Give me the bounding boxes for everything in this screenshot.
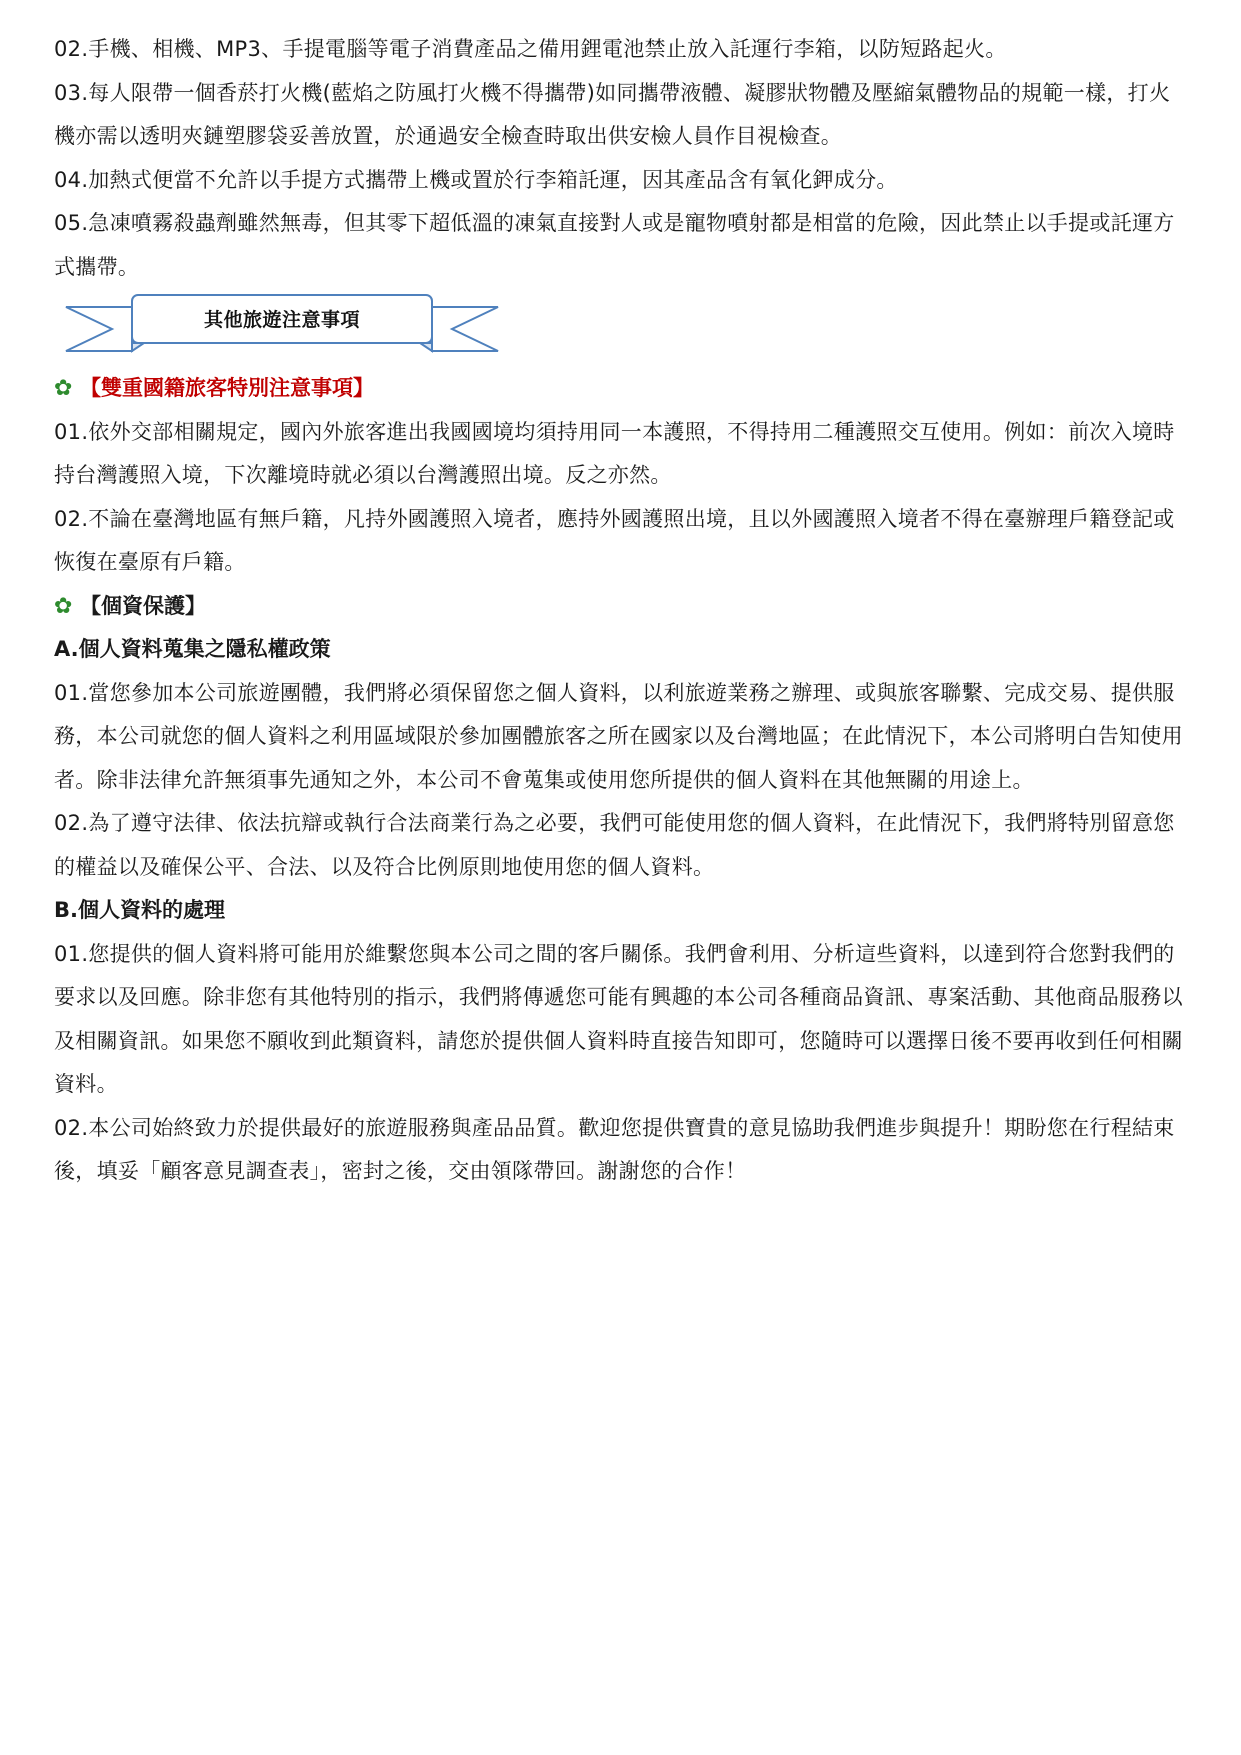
section-title-dual-nationality (54, 367, 1184, 411)
intro-item-05: 05.急凍噴霧殺蟲劑雖然無毒，但其零下超低溫的凍氣直接對人或是寵物噴射都是相當的危險，因此禁止以手提或託運方式攜帶。 (54, 211, 1175, 279)
intro-item-04: 04.加熱式便當不允許以手提方式攜帶上機或置於行李箱託運，因其產品含有氧化鉀成分。 (54, 167, 898, 192)
privacy-subtitle-b: B.個人資料的處理 (54, 898, 225, 922)
dual-item-01: 01.依外交部相關規定，國內外旅客進出我國國境均須持用同一本護照，不得持用二種護照交互使用。例如：前次入境時持台灣護照入境，下次離境時就必須以台灣護照出境。反之亦然。 (54, 419, 1175, 487)
intro-item-03: 03.每人限帶一個香菸打火機(藍焰之防風打火機不得攜帶)如同攜帶液體、凝膠狀物體及壓縮氣體物品的規範一樣，打火機亦需以透明夾鏈塑膠袋妥善放置，於通過安全檢查時取出供安檢人員作目視檢查。 (54, 80, 1171, 148)
privacy-b-item-02: 02.本公司始終致力於提供最好的旅遊服務與產品品質。歡迎您提供寶貴的意見協助我們進步與提升！期盼您在行程結束後，填妥「顧客意見調查表」，密封之後，交由領隊帶回。謝謝您的合作！ (54, 1115, 1175, 1183)
flower-icon: ✿ (54, 376, 73, 401)
section-banner (62, 293, 502, 365)
flower-icon: ✿ (54, 593, 73, 619)
section-title-dual-nationality-text: 【雙重國籍旅客特別注意事項】 (80, 376, 374, 400)
document-content (54, 28, 1184, 1194)
intro-item-02: 02.手機、相機、MP3、手提電腦等電子消費產品之備用鋰電池禁止放入託運行李箱，以防短路起火。 (54, 37, 1007, 61)
section-title-privacy-text: 【個資保護】 (80, 593, 206, 618)
section-title-privacy (54, 585, 1184, 629)
privacy-a-item-02: 02.為了遵守法律、依法抗辯或執行合法商業行為之必要，我們可能使用您的個人資料，在此情況下，我們將特別留意您的權益以及確保公平、合法、以及符合比例原則地使用您的個人資料。 (54, 811, 1175, 879)
dual-item-02: 02.不論在臺灣地區有無戶籍，凡持外國護照入境者，應持外國護照出境，且以外國護照入境者不得在臺辦理戶籍登記或恢復在臺原有戶籍。 (54, 506, 1175, 574)
privacy-b-item-01: 01.您提供的個人資料將可能用於維繫您與本公司之間的客戶關係。我們會利用、分析這些資料，以達到符合您對我們的要求以及回應。除非您有其他特別的指示，我們將傳遞您可能有興趣的本公司各種商品資訊、專案活動、其他商品服務以及相關資訊。如果您不願收到此類資料，請您於提供個人資料時直接告知即可，您隨時可以選擇日後不要再收到任何相關資料。 (54, 941, 1183, 1096)
privacy-a-item-01: 01.當您參加本公司旅遊團體，我們將必須保留您之個人資料，以利旅遊業務之辦理、或與旅客聯繫、完成交易、提供服務，本公司就您的個人資料之利用區域限於參加團體旅客之所在國家以及台灣地區；在此情況下，本公司將明白告知使用者。除非法律允許無須事先通知之外，本公司不會蒐集或使用您所提供的個人資料在其他無關的用途上。 (54, 680, 1183, 792)
privacy-subtitle-a: A.個人資料蒐集之隱私權政策 (54, 637, 331, 661)
banner-label: 其他旅遊注意事項 (203, 308, 360, 331)
